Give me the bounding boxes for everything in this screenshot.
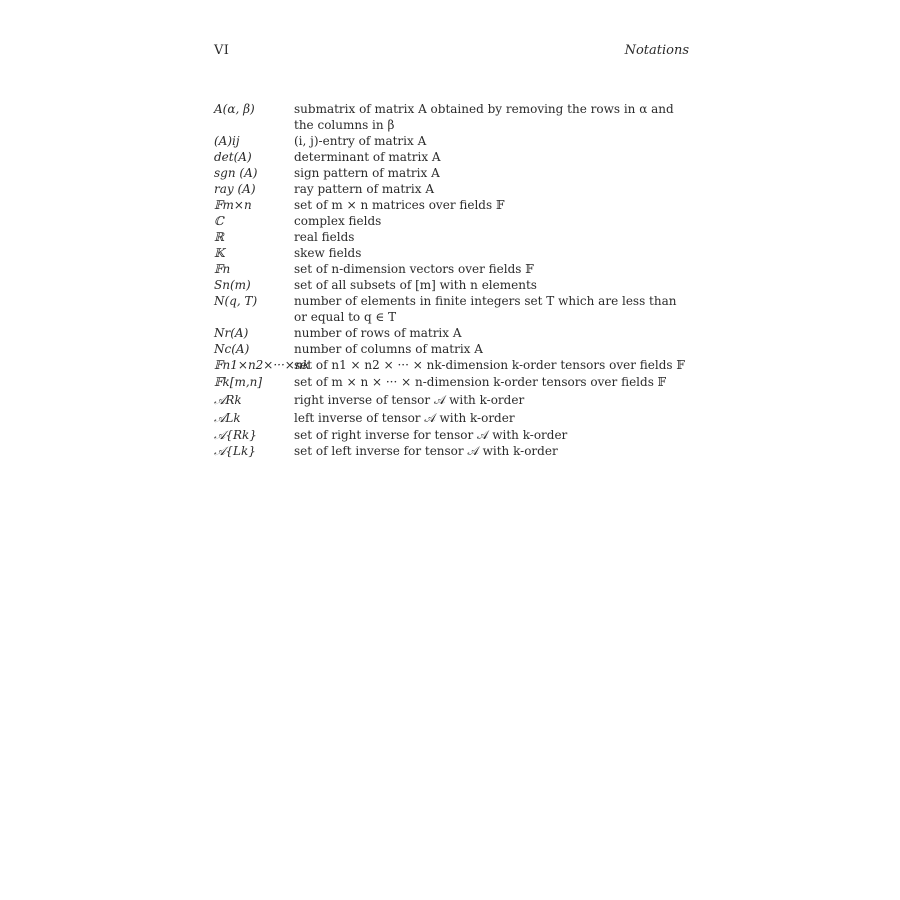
notation-description: right inverse of tensor 𝒜 with k-order xyxy=(294,393,525,407)
notation-row xyxy=(214,391,692,409)
notation-description: number of columns of matrix A xyxy=(294,342,483,356)
notation-description: ray pattern of matrix A xyxy=(294,182,435,196)
notation-description: submatrix of matrix A obtained by removing the rows in α and the columns in β xyxy=(294,102,674,132)
notation-description: set of n1 × n2 × ··· × nk-dimension k-order tensors over fields 𝔽 xyxy=(294,358,685,372)
notation-row xyxy=(214,261,692,277)
notation-row xyxy=(214,181,692,197)
notation-symbol: Sn(m) xyxy=(214,278,251,292)
notation-symbol: 𝒜Lk xyxy=(214,411,241,425)
notation-symbol: ℝ xyxy=(214,230,224,244)
notation-row xyxy=(214,213,692,229)
notation-row xyxy=(214,277,692,293)
notation-row xyxy=(214,357,692,373)
notation-symbol: 𝒜{Rk} xyxy=(214,428,257,442)
notation-symbol: 𝔽k[m,n] xyxy=(214,375,263,389)
notation-row xyxy=(214,373,692,391)
notation-description: left inverse of tensor 𝒜 with k-order xyxy=(294,411,515,425)
notation-description: set of all subsets of [m] with n elements xyxy=(294,278,537,292)
notation-description: (i, j)-entry of matrix A xyxy=(294,134,427,148)
notation-row xyxy=(214,101,692,133)
notation-symbol: A(α, β) xyxy=(214,102,255,116)
notation-row xyxy=(214,245,692,261)
notation-symbol: sgn (A) xyxy=(214,166,258,180)
notation-row xyxy=(214,341,692,357)
notation-description: complex fields xyxy=(294,214,382,228)
notation-description: set of n-dimension vectors over fields 𝔽 xyxy=(294,262,534,276)
notation-row xyxy=(214,325,692,341)
notation-symbol: 𝕂 xyxy=(214,246,225,260)
notation-row xyxy=(214,293,692,325)
notation-description: determinant of matrix A xyxy=(294,150,441,164)
notation-list xyxy=(214,101,692,459)
notation-description: sign pattern of matrix A xyxy=(294,166,440,180)
notation-symbol: 𝔽n1×n2×···×nk xyxy=(214,358,310,372)
notation-symbol: ray (A) xyxy=(214,182,256,196)
notation-row xyxy=(214,149,692,165)
notation-symbol: N(q, T) xyxy=(214,294,258,308)
notation-row xyxy=(214,133,692,149)
notation-row xyxy=(214,165,692,181)
notation-symbol: 𝒜Rk xyxy=(214,393,242,407)
notation-description: set of m × n × ··· × n-dimension k-order tensors over fields 𝔽 xyxy=(294,375,667,389)
notation-description: number of elements in finite integers set T which are less than or equal to q ∈ T xyxy=(294,294,677,324)
notation-description: set of left inverse for tensor 𝒜 with k-order xyxy=(294,444,558,458)
notation-description: real fields xyxy=(294,230,355,244)
notation-row xyxy=(214,229,692,245)
notation-symbol: 𝒜{Lk} xyxy=(214,444,256,458)
notation-row xyxy=(214,427,692,443)
notation-symbol: 𝔽m×n xyxy=(214,198,252,212)
notation-row xyxy=(214,197,692,213)
notation-row xyxy=(214,443,692,459)
notation-description: set of m × n matrices over fields 𝔽 xyxy=(294,198,505,212)
notation-symbol: Nr(A) xyxy=(214,326,249,340)
notation-symbol: 𝔽n xyxy=(214,262,231,276)
notation-symbol: ℂ xyxy=(214,214,224,228)
page-number: VI xyxy=(214,43,230,58)
notation-description: set of right inverse for tensor 𝒜 with k-order xyxy=(294,428,568,442)
notation-symbol: Nc(A) xyxy=(214,342,250,356)
notation-symbol: det(A) xyxy=(214,150,252,164)
running-title: Notations xyxy=(624,43,689,58)
notation-symbol: (A)ij xyxy=(214,134,240,148)
notation-row xyxy=(214,409,692,427)
notation-description: number of rows of matrix A xyxy=(294,326,462,340)
notation-description: skew fields xyxy=(294,246,362,260)
